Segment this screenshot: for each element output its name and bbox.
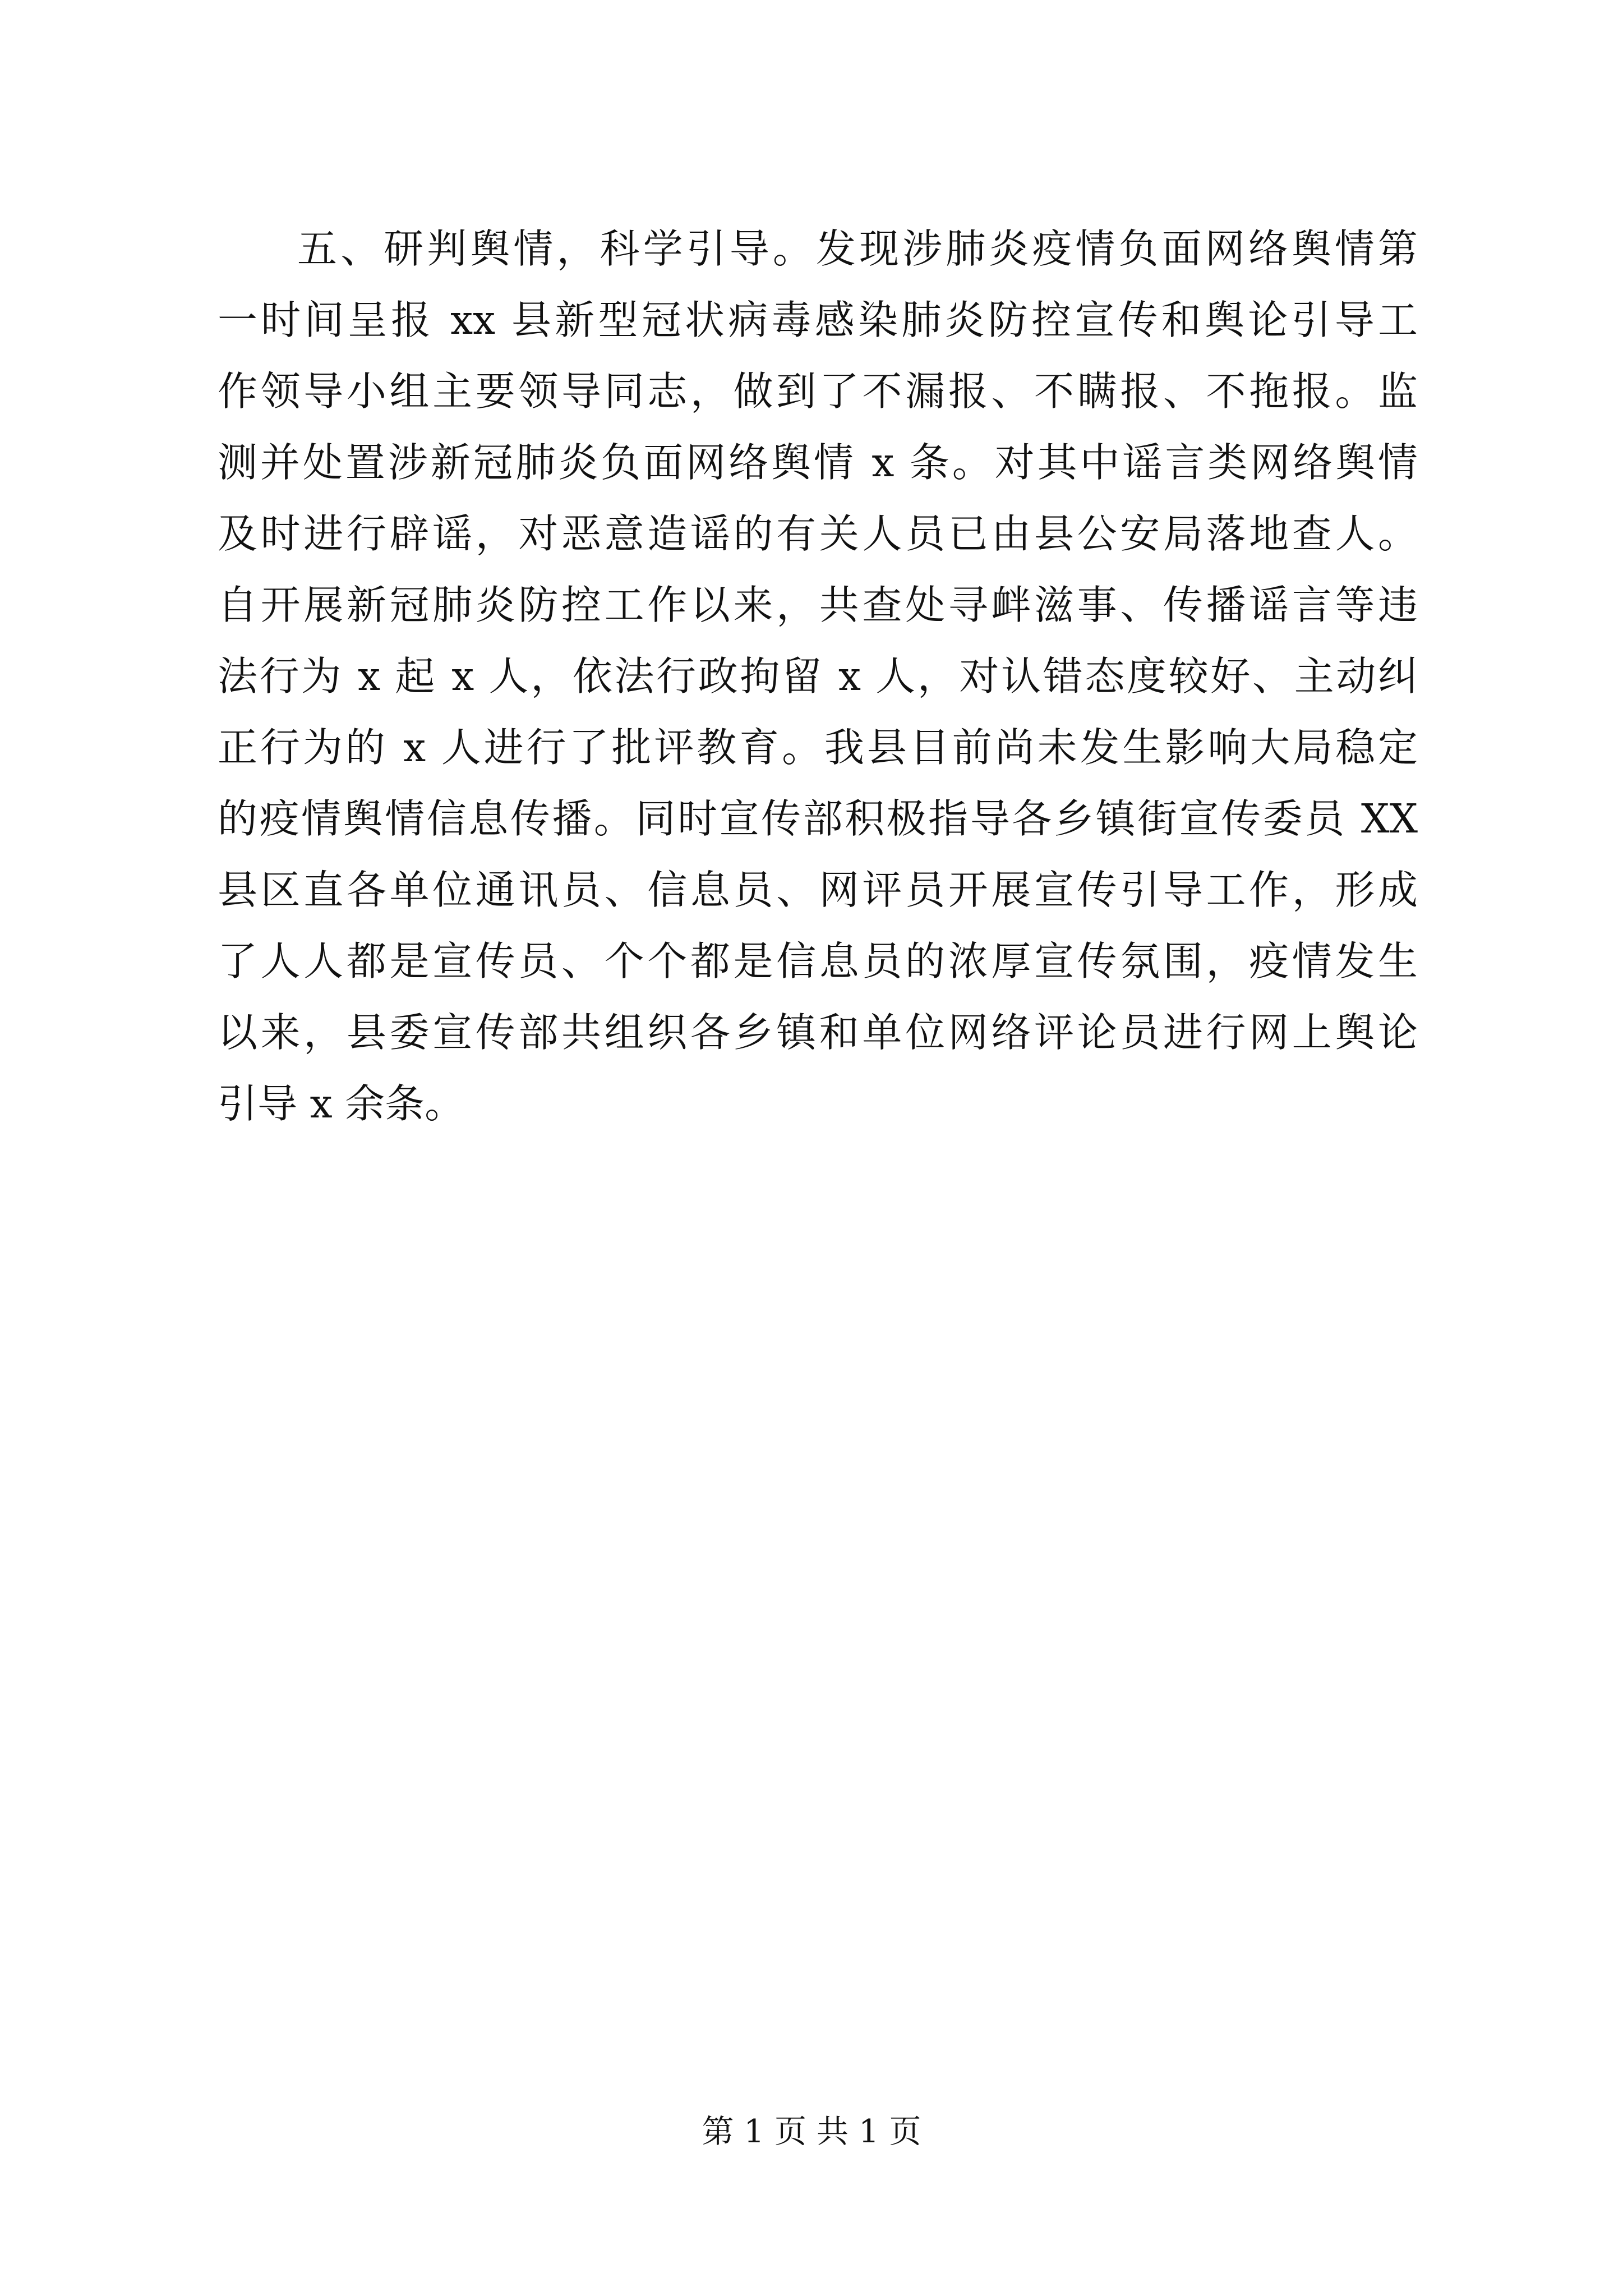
paragraph-line-last: 引导 x 余条。 — [218, 1080, 465, 1127]
paragraph-line: 以来，县委宣传部共组织各乡镇和单位网络评论员进行网上舆论 — [218, 1009, 1418, 1056]
page-number-footer: 第 1 页 共 1 页 — [702, 2113, 921, 2150]
paragraph-line: 的疫情舆情信息传播。同时宣传部积极指导各乡镇街宣传委员 XX — [218, 795, 1418, 842]
paragraph-line: 测并处置涉新冠肺炎负面网络舆情 x 条。对其中谣言类网络舆情 — [218, 439, 1418, 486]
paragraph-line: 一时间呈报 xx 县新型冠状病毒感染肺炎防控宣传和舆论引导工 — [218, 297, 1418, 343]
paragraph-section-five — [218, 213, 1418, 1139]
paragraph-line: 县区直各单位通讯员、信息员、网评员开展宣传引导工作，形成 — [218, 867, 1418, 913]
paragraph-line: 五、研判舆情，科学引导。发现涉肺炎疫情负面网络舆情第 — [297, 226, 1418, 272]
paragraph-line: 自开展新冠肺炎防控工作以来，共查处寻衅滋事、传播谣言等违 — [218, 582, 1418, 628]
paragraph-line: 法行为 x 起 x 人，依法行政拘留 x 人，对认错态度较好、主动纠 — [218, 653, 1418, 700]
paragraph-line: 了人人都是宣传员、个个都是信息员的浓厚宣传氛围，疫情发生 — [218, 938, 1418, 984]
paragraph-line: 正行为的 x 人进行了批评教育。我县目前尚未发生影响大局稳定 — [218, 724, 1418, 771]
paragraph-line: 及时进行辟谣，对恶意造谣的有关人员已由县公安局落地查人。 — [218, 510, 1418, 557]
paragraph-line: 作领导小组主要领导同志，做到了不漏报、不瞒报、不拖报。监 — [218, 368, 1418, 415]
